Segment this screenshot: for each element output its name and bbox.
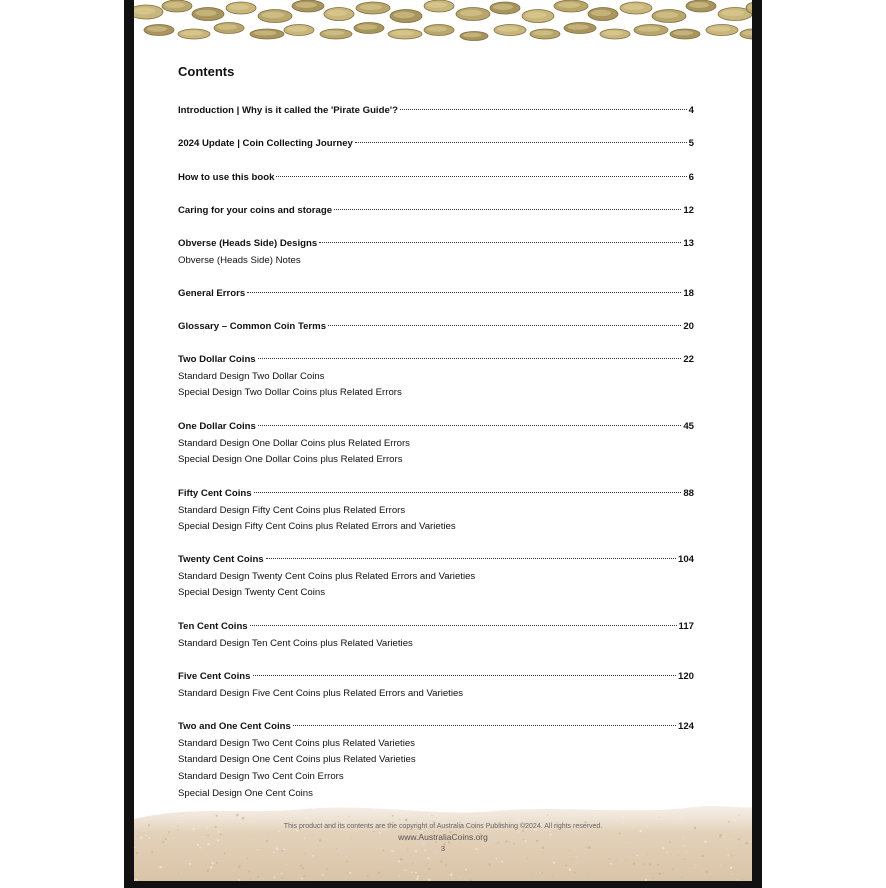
coin-highlight [295, 2, 316, 8]
toc-entry-row[interactable] [178, 316, 694, 336]
toc-subentry[interactable]: Standard Design Ten Cent Coins plus Related Varieties [178, 637, 413, 649]
toc-entry [178, 233, 694, 269]
coin-highlight [427, 26, 447, 32]
sand-grain [236, 814, 238, 816]
sand-grain [286, 864, 287, 865]
sand-grain [728, 855, 729, 856]
dot-leader [319, 230, 681, 243]
coin-highlight [525, 12, 546, 19]
sand-grain [496, 858, 498, 860]
coin-highlight [638, 26, 661, 32]
toc-entry-title: Introduction | Why is it called the 'Pirate Guide'? [178, 105, 398, 116]
sand-grain [399, 875, 400, 876]
sand-grain [347, 861, 349, 863]
dot-leader [250, 613, 677, 626]
sand-grain [552, 876, 553, 877]
sand-grain [181, 873, 182, 874]
sand-grain [439, 818, 440, 819]
sand-grain [649, 863, 651, 865]
sand-grain [216, 862, 218, 864]
sand-grain [544, 814, 546, 816]
sand-grain [681, 877, 682, 878]
toc-entry-title: One Dollar Coins [178, 421, 256, 432]
coin-highlight [709, 26, 730, 32]
toc-entry-title: Five Cent Coins [178, 671, 251, 682]
coin-highlight [392, 31, 415, 36]
page-number: 3 [440, 844, 446, 853]
sand-grain [587, 876, 588, 877]
sand-grain [531, 877, 532, 878]
document-page [134, 0, 752, 881]
sand-grain [322, 874, 324, 876]
sand-grain [553, 861, 555, 863]
sand-grain [672, 869, 673, 870]
sand-grain [211, 862, 213, 864]
toc-entry-title: 2024 Update | Coin Collecting Journey [178, 138, 353, 149]
sand-grain [460, 877, 461, 878]
dot-leader [258, 413, 682, 426]
coin-highlight [323, 31, 344, 36]
coin-highlight [195, 10, 216, 17]
coin-highlight [357, 24, 377, 30]
sand-grain [653, 877, 655, 879]
sand-grain [348, 816, 349, 817]
toc-subentry[interactable]: Standard Design Two Cent Coins plus Related Varieties [178, 737, 415, 749]
toc-entry [178, 316, 694, 336]
sand-grain [428, 868, 430, 870]
coin-highlight [217, 24, 237, 30]
sand-grain [349, 872, 351, 874]
toc-entry-page-number: 88 [683, 488, 694, 499]
toc-entry-row[interactable] [178, 483, 694, 503]
toc-subentry[interactable]: Obverse (Heads Side) Notes [178, 254, 301, 266]
toc-entry-title: Caring for your coins and storage [178, 205, 333, 216]
coin-highlight [603, 31, 623, 36]
sand-grain [501, 861, 503, 863]
toc-subentry[interactable]: Standard Design One Dollar Coins plus Related Errors [178, 437, 410, 449]
sand-grain [347, 856, 348, 857]
sand-grain [730, 866, 732, 868]
copyright-notice: This product and its contents are the copyright of Australia Coins Publishing ©2024. All rights reserved. [283, 823, 603, 830]
coin-highlight [673, 31, 693, 36]
sand-grain [440, 860, 442, 862]
sand-grain [573, 859, 574, 860]
page-footer [134, 821, 752, 854]
sand-grain [678, 855, 679, 856]
toc-entry-page-number: 22 [683, 354, 694, 365]
dot-leader [293, 713, 676, 726]
toc-entry-page-number: 13 [683, 238, 694, 249]
toc-entry-row[interactable] [178, 283, 694, 303]
sand-grain [647, 854, 648, 855]
sand-grain [644, 863, 646, 865]
toc-subentry[interactable]: Standard Design Twenty Cent Coins plus Related Errors and Varieties [178, 570, 476, 582]
toc-entry-title: General Errors [178, 288, 246, 299]
toc-entry-title: Obverse (Heads Side) Designs [178, 238, 318, 249]
sand-grain [230, 854, 231, 855]
toc-entry-page-number: 4 [688, 105, 694, 116]
coin-highlight [533, 31, 553, 36]
sand-grain [541, 872, 542, 873]
toc-entry-title: Fifty Cent Coins [178, 488, 252, 499]
coin-highlight [262, 12, 285, 19]
sand-grain [210, 866, 212, 868]
sand-grain [281, 873, 283, 875]
toc-entry-row[interactable] [178, 233, 694, 253]
toc-entry [178, 549, 694, 602]
sand-grain [159, 866, 162, 869]
sand-grain [695, 864, 696, 865]
sand-grain [398, 860, 400, 862]
sand-grain [239, 865, 241, 867]
sand-grain [416, 878, 418, 880]
dot-leader [253, 663, 676, 676]
sand-grain [739, 815, 740, 816]
toc-entry-row[interactable] [178, 666, 694, 686]
toc-entry-title: Twenty Cent Coins [178, 554, 264, 565]
sand-grain [247, 858, 248, 859]
coin-highlight [623, 4, 644, 10]
dot-leader [328, 313, 681, 326]
toc-entry [178, 200, 694, 220]
toc-entry-row[interactable] [178, 200, 694, 220]
dot-leader [276, 164, 686, 177]
sand-grain [239, 879, 241, 881]
sand-grain [298, 878, 299, 879]
sand-grain [610, 863, 612, 865]
toc-entry-title: Glossary – Common Coin Terms [178, 321, 327, 332]
sand-grain [706, 871, 708, 873]
toc-entry [178, 616, 694, 652]
contents-heading: Contents [178, 64, 235, 79]
toc-entry [178, 416, 694, 469]
toc-entry-row[interactable] [178, 133, 694, 153]
coin-highlight [656, 12, 679, 19]
sand-grain [399, 819, 400, 820]
sand-grain [400, 858, 403, 861]
sand-grain [694, 867, 695, 868]
sand-grain [538, 815, 539, 816]
toc-subentry[interactable]: Special Design Two Dollar Coins plus Related Errors [178, 387, 402, 399]
sand-grain [248, 871, 250, 873]
sand-grain [242, 817, 245, 820]
dot-leader [258, 346, 682, 359]
toc-entry [178, 167, 694, 187]
sand-grain [565, 865, 567, 867]
toc-entry-page-number: 5 [688, 138, 694, 149]
toc-entry-title: Ten Cent Coins [178, 621, 248, 632]
toc-subentry[interactable]: Standard Design Two Dollar Coins [178, 370, 325, 382]
toc-entry-row[interactable] [178, 100, 694, 120]
coin-highlight [287, 26, 307, 32]
toc-entry-page-number: 6 [688, 172, 694, 183]
coin-highlight [327, 10, 347, 17]
sand-grain [300, 864, 302, 866]
sand-grain [427, 862, 428, 863]
sand-grain [576, 857, 577, 858]
toc-entry-page-number: 12 [683, 205, 694, 216]
toc-entry [178, 666, 694, 702]
sand-grain [540, 872, 541, 873]
dot-leader [247, 280, 681, 293]
dot-leader [334, 197, 681, 210]
sand-grain [411, 871, 413, 873]
sand-grain [378, 872, 380, 874]
sand-grain [645, 879, 647, 881]
website-link[interactable]: www.AustraliaCoins.org [398, 832, 488, 842]
toc-subentry[interactable]: Standard Design Five Cent Coins plus Related Errors and Varieties [178, 687, 464, 699]
sand-grain [633, 863, 635, 865]
sand-grain [189, 863, 191, 865]
sand-grain [681, 817, 683, 819]
sand-grain [569, 815, 570, 816]
coin-highlight [463, 33, 482, 38]
sand-grain [702, 855, 704, 857]
sand-grain [135, 879, 137, 881]
toc-entry [178, 100, 694, 120]
sand-grain [250, 878, 251, 879]
sand-grain [616, 860, 617, 861]
toc-subentry[interactable]: Standard Design Two Cent Coin Errors [178, 771, 344, 783]
dot-leader [266, 546, 676, 559]
toc-entry-page-number: 120 [677, 671, 694, 682]
sand-grain [392, 815, 394, 817]
sand-grain [302, 867, 304, 869]
sand-grain [301, 878, 303, 880]
toc-subentry[interactable]: Special Design One Dollar Coins plus Related Errors [178, 454, 403, 466]
sand-grain [574, 872, 575, 873]
sand-grain [465, 870, 466, 871]
coin-highlight [181, 31, 202, 36]
toc-entry-row[interactable] [178, 716, 694, 736]
sand-grain [720, 814, 721, 815]
toc-entry-title: How to use this book [178, 172, 275, 183]
toc-entry-row[interactable] [178, 349, 694, 369]
dot-leader [355, 130, 687, 143]
sand-grain [732, 873, 733, 874]
coin-highlight [229, 4, 249, 10]
toc-entry-row[interactable] [178, 549, 694, 569]
sand-grain [338, 816, 339, 817]
coin-highlight [497, 26, 518, 32]
coin-highlight [393, 12, 414, 19]
toc-entry [178, 716, 694, 803]
sand-grain [207, 870, 209, 872]
sand-grain [238, 817, 239, 818]
toc-entry-page-number: 124 [677, 721, 694, 732]
sand-grain [428, 857, 430, 859]
toc-entry [178, 349, 694, 402]
coin-highlight [147, 26, 167, 32]
toc-entry-page-number: 20 [683, 321, 694, 332]
toc-entry [178, 483, 694, 536]
dot-leader [254, 480, 682, 493]
coin-highlight [591, 10, 611, 17]
toc-entry-row[interactable] [178, 616, 694, 636]
sand-grain [636, 855, 638, 857]
sand-grain [731, 855, 733, 857]
sand-grain [445, 864, 447, 866]
coin-highlight [165, 2, 185, 8]
sand-grain [312, 855, 314, 857]
toc-entry [178, 283, 694, 303]
toc-entry-page-number: 18 [683, 288, 694, 299]
coin-highlight [427, 2, 447, 8]
sand-grain [488, 863, 490, 865]
sand-grain [625, 860, 626, 861]
sand-grain [658, 873, 660, 875]
sand-grain [684, 859, 685, 860]
sand-grain [366, 875, 368, 877]
sand-grain [282, 877, 283, 878]
coin-highlight [493, 4, 513, 10]
sand-grain [450, 873, 453, 876]
coin-highlight [722, 10, 745, 17]
sand-grain [306, 817, 308, 819]
sand-grain [415, 872, 417, 874]
coin-highlight [360, 4, 383, 10]
sand-grain [274, 877, 275, 878]
sand-grain [657, 864, 659, 866]
toc-entry-page-number: 117 [678, 621, 694, 632]
sand-grain [622, 816, 624, 818]
toc-entry-row[interactable] [178, 416, 694, 436]
sand-grain [659, 817, 660, 818]
sand-grain [737, 879, 738, 880]
coin-highlight [254, 31, 277, 36]
sand-grain [569, 868, 572, 871]
sand-grain [404, 869, 406, 871]
toc-subentry[interactable]: Special Design Fifty Cent Coins plus Related Errors and Varieties [178, 521, 456, 533]
toc-subentry[interactable]: Special Design Twenty Cent Coins [178, 587, 326, 599]
coin-highlight [558, 2, 581, 8]
toc-entry [178, 133, 694, 153]
toc-entry-title: Two Dollar Coins [178, 354, 256, 365]
coin-highlight [460, 10, 483, 17]
toc-entry-page-number: 104 [677, 554, 694, 565]
toc-subentry[interactable]: Standard Design One Cent Coins plus Related Varieties [178, 754, 416, 766]
toc-subentry[interactable]: Standard Design Fifty Cent Coins plus Related Errors [178, 504, 406, 516]
toc-subentry[interactable]: Special Design One Cent Coins [178, 787, 313, 799]
sand-grain [417, 875, 419, 877]
sand-grain [428, 878, 430, 880]
sand-grain [527, 858, 528, 859]
toc-entry-title: Two and One Cent Coins [178, 721, 291, 732]
dot-leader [400, 97, 687, 110]
sand-grain [326, 868, 328, 870]
toc-entry-page-number: 45 [683, 421, 694, 432]
toc-entry-row[interactable] [178, 167, 694, 187]
sand-grain [608, 858, 610, 860]
sand-grain [431, 815, 432, 816]
coin-highlight [567, 24, 588, 30]
coin-highlight [689, 2, 709, 8]
coin-banner-image [134, 0, 752, 46]
sand-grain [257, 876, 259, 878]
sand-grain [476, 816, 477, 817]
sand-grain [412, 863, 413, 864]
sand-grain [547, 815, 548, 816]
sand-grain [721, 864, 722, 865]
sand-grain [303, 875, 305, 877]
sand-grain [216, 815, 218, 817]
